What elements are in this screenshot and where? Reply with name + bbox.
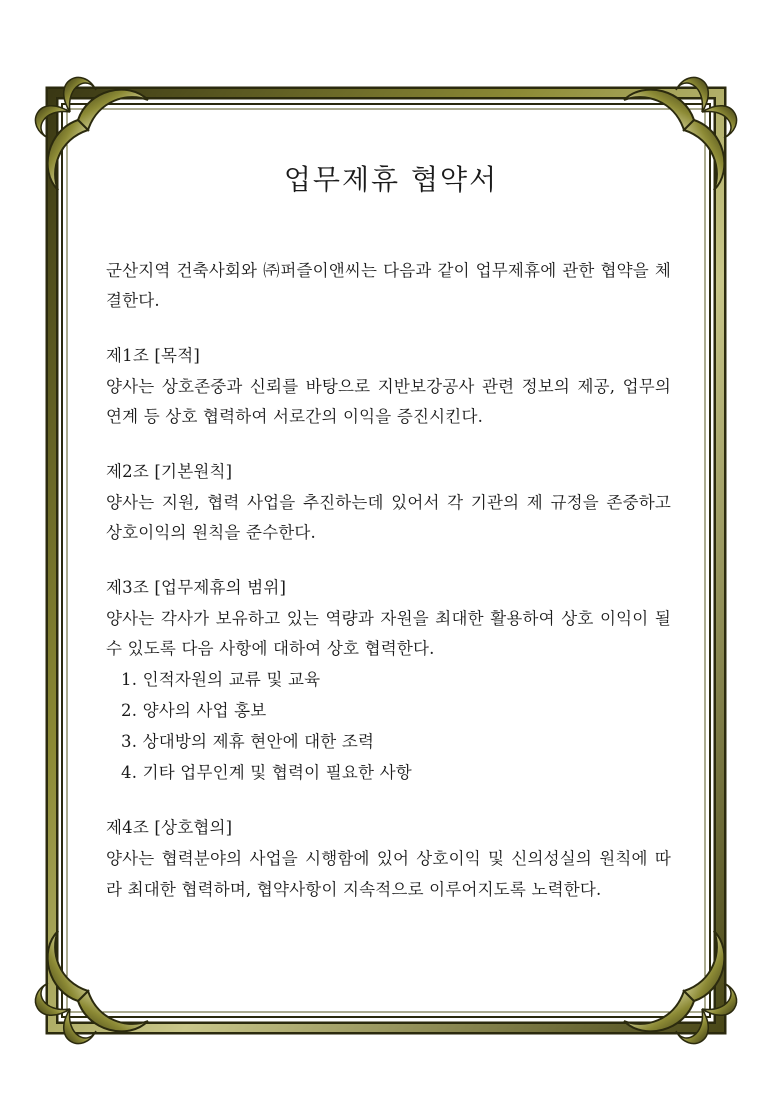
- article-3-item-2: 2. 양사의 사업 홍보: [121, 701, 267, 720]
- article-3-item-3: 3. 상대방의 제휴 현안에 대한 조력: [121, 732, 375, 751]
- article-2-line-1: 양사는 지원, 협력 사업을 추진하는데 있어서 각 기관의 제 규정을 존중하고: [106, 493, 671, 512]
- article-1-line-2: 연계 등 상호 협력하여 서로간의 이익을 증진시킨다.: [106, 407, 484, 426]
- article-3-item-4: 4. 기타 업무인계 및 협력이 필요한 사항: [121, 763, 412, 782]
- article-4-line-2: 라 최대한 협력하며, 협약사항이 지속적으로 이루어지도록 노력한다.: [106, 880, 602, 899]
- article-4-heading: 제4조 [상호협의]: [106, 818, 233, 837]
- intro-line-2: 결한다.: [106, 291, 160, 310]
- article-4-line-1: 양사는 협력분야의 사업을 시행함에 있어 상호이익 및 신의성실의 원칙에 따: [106, 849, 671, 868]
- article-1-line-1: 양사는 상호존중과 신뢰를 바탕으로 지반보강공사 관련 정보의 제공, 업무의: [106, 377, 671, 396]
- article-3-line-2: 수 있도록 다음 사항에 대하여 상호 협력한다.: [106, 639, 435, 658]
- article-2-heading: 제2조 [기본원칙]: [106, 462, 233, 481]
- document-title: 업무제휴 협약서: [283, 163, 499, 196]
- article-2-line-2: 상호이익의 원칙을 준수한다.: [106, 523, 317, 542]
- article-3-item-1: 1. 인적자원의 교류 및 교육: [121, 670, 321, 689]
- article-3-line-1: 양사는 각사가 보유하고 있는 역량과 자원을 최대한 활용하여 상호 이익이 될: [106, 609, 671, 628]
- article-3-heading: 제3조 [업무제휴의 범위]: [106, 578, 287, 597]
- article-1-heading: 제1조 [목적]: [106, 346, 200, 365]
- intro-line-1: 군산지역 건축사회와 ㈜퍼즐이앤씨는 다음과 같이 업무제휴에 관한 협약을 체: [106, 261, 671, 280]
